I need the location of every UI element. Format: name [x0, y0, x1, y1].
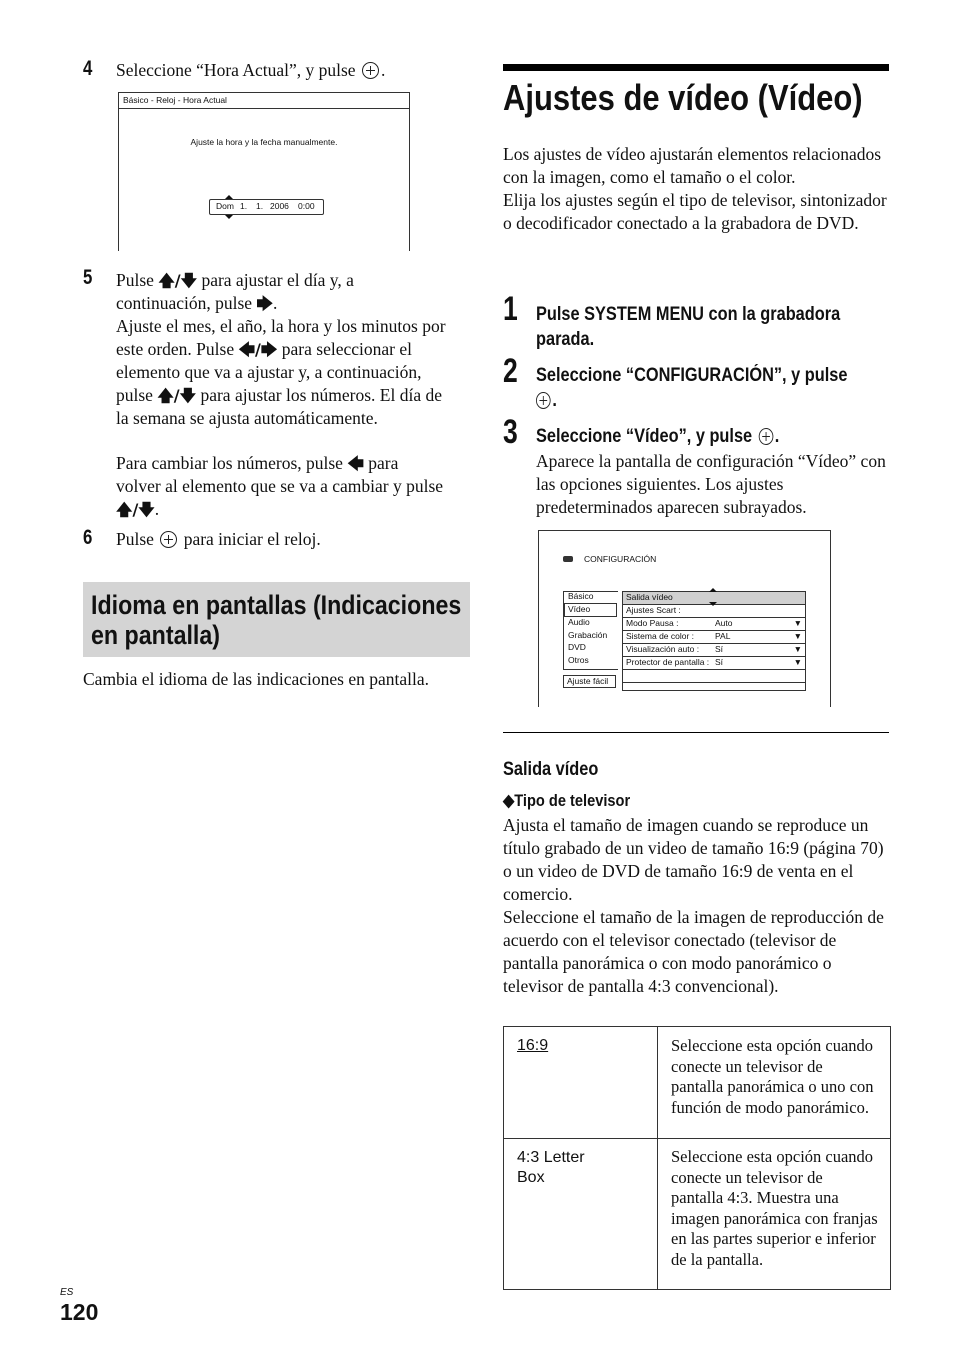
menu-item[interactable]: Audio [568, 617, 590, 627]
text: Pulse [116, 270, 154, 290]
table-cell-option [504, 1139, 658, 1290]
panel-header: Salida vídeo [623, 592, 805, 605]
step-number: 1 [503, 290, 518, 328]
paragraph: Ajusta el tamaño de imagen cuando se reproduce un título grabado de un video de tamaño 16:9 (página 70) o un video de DVD de tamaño 16:9 de venta en el comercio. [503, 815, 884, 904]
setting-value: Auto [715, 618, 733, 628]
date-time: 0:00 [298, 201, 315, 211]
menu-item[interactable]: Grabación [568, 629, 608, 640]
config-panel [622, 591, 806, 691]
setting-row[interactable] [623, 631, 805, 644]
left-arrow-icon: 🡄 [347, 454, 364, 473]
setting-value: Sí [715, 644, 724, 654]
right-arrow-icon: 🡆 [256, 294, 273, 313]
day-value: Dom [216, 201, 234, 211]
setting-value: Sí [715, 657, 724, 667]
option-heading-text: Tipo de televisor [514, 791, 631, 810]
step-number: 2 [503, 352, 518, 390]
option-heading [503, 791, 630, 811]
heading-line: en pantalla) [91, 620, 221, 650]
options-table [503, 1026, 891, 1290]
date-field[interactable] [209, 199, 324, 215]
setting-row[interactable]: Ajustes Scart : [623, 605, 805, 618]
easy-setup-button[interactable]: Ajuste fácil [563, 675, 616, 688]
text: para iniciar el reloj. [183, 529, 321, 549]
up-down-arrows-icon: 🡅/🡇 [157, 386, 197, 405]
down-arrow-icon [709, 602, 717, 606]
page-number: 120 [60, 1299, 99, 1325]
date-day: 1. [240, 201, 248, 211]
down-arrow-icon [225, 215, 233, 219]
table-cell-desc: Seleccione esta opción cuando conecte un televisor de pantalla 4:3. Muestra una imagen panorámica con franjas en las partes superior e inferior de la pantalla. [658, 1139, 891, 1290]
text: Ajuste el mes, el año, la hora y los minutos por [116, 316, 446, 336]
setting-label: Visualización auto : [626, 644, 700, 654]
intro [503, 143, 889, 235]
enter-button-icon [536, 392, 551, 409]
step-5-text: Pulse 🡅/🡇 para ajustar el día y, a continuación, pulse 🡆. Ajuste el mes, el año, la hora y los minutos por este orden. Pulse 🡄/🡆 para seleccionar el elemento que va a ajustar y, a continuación, pulse 🡅/🡇 para ajustar los números. El día de la semana se ajusta automáticamente. Para cambiar los números, pulse 🡄 para volver al elemento que se va a cambiar y pulse 🡅/🡇. [116, 269, 476, 521]
setting-row[interactable] [623, 644, 805, 657]
option-body [503, 814, 891, 998]
step-3-text: Seleccione “Vídeo”, y pulse . [536, 426, 780, 447]
setting-label: Protector de pantalla : [626, 657, 710, 667]
table-cell-option [504, 1027, 658, 1139]
step-2-text: Seleccione “CONFIGURACIÓN”, y pulse . [536, 363, 880, 413]
table-row [504, 1139, 891, 1290]
text: la semana se ajusta automáticamente. [116, 408, 378, 428]
option-value: 4:3 Letter Box [517, 1149, 585, 1186]
step-number: 4 [83, 57, 93, 80]
date-month: 1. [256, 201, 264, 211]
paragraph: Elija los ajustes según el tipo de televisor, sintonizador o decodificador conectado a la grabadora de DVD. [503, 190, 887, 233]
heading-line: Idioma en pantallas (Indicaciones [91, 590, 462, 620]
down-arrow-icon: ▼ [793, 644, 802, 654]
step-label: Seleccione “Vídeo”, y pulse [536, 426, 753, 447]
clock-screen [118, 92, 410, 251]
section-heading-box [83, 582, 470, 657]
table-row [504, 1027, 891, 1139]
left-right-arrows-icon: 🡄/🡆 [238, 340, 278, 359]
enter-button-icon [362, 62, 379, 79]
up-arrow-icon [225, 195, 233, 199]
step-label: Seleccione “CONFIGURACIÓN”, y pulse [536, 365, 848, 386]
up-down-arrows-icon: 🡅/🡇 [116, 500, 155, 519]
text: continuación, pulse [116, 293, 253, 313]
step-3-body: Aparece la pantalla de configuración “Vídeo” con las opciones siguientes. Los ajustes predeterminados aparecen subrayados. [536, 451, 886, 517]
screen-header: Básico - Reloj - Hora Actual [123, 95, 227, 105]
text: para ajustar los números. El día de [200, 385, 442, 405]
toolbox-icon [563, 556, 573, 562]
divider [503, 732, 889, 733]
text: este orden. Pulse [116, 339, 235, 359]
up-down-arrows-icon: 🡅/🡇 [158, 271, 198, 290]
setting-label: Modo Pausa : [626, 618, 679, 628]
text: pulse [116, 385, 153, 405]
enter-button-icon [758, 428, 773, 445]
text: elemento que va a ajustar y, a continuación, [116, 362, 422, 382]
menu-frame [563, 591, 618, 670]
section-body: Cambia el idioma de las indicaciones en pantalla. [83, 669, 429, 689]
table-cell-desc: Seleccione esta opción cuando conecte un televisor de pantalla panorámica o uno con función de modo panorámico. [658, 1027, 891, 1139]
step-4-label: Seleccione “Hora Actual”, y pulse [116, 60, 356, 80]
text: para seleccionar el [281, 339, 412, 359]
down-arrow-icon: ▼ [793, 618, 802, 628]
paragraph: Seleccione el tamaño de la imagen de reproducción de acuerdo con el televisor conectado (televisor de pantalla panorámica o con modo panorámico o televisor de pantalla 4:3 convencional). [503, 907, 884, 996]
page-title: Ajustes de vídeo (Vídeo) [503, 77, 863, 118]
step-number: 5 [83, 266, 93, 289]
up-arrow-icon [709, 588, 717, 592]
text: volver al elemento que se va a cambiar y pulse [116, 476, 444, 496]
enter-button-icon [160, 531, 177, 548]
menu-item[interactable]: DVD [568, 642, 586, 652]
step-1-text: Pulse SYSTEM MENU con la grabadora parada. [536, 304, 841, 350]
diamond-icon: ◆ [503, 791, 515, 810]
down-arrow-icon: ▼ [793, 657, 802, 667]
config-screen [538, 530, 831, 707]
config-title: CONFIGURACIÓN [584, 554, 657, 564]
language-code: ES [60, 1287, 74, 1298]
setting-label: Sistema de color : [626, 631, 695, 641]
paragraph: Los ajustes de vídeo ajustarán elementos relacionados con la imagen, como el tamaño o el color. [503, 144, 882, 187]
text: Pulse [116, 529, 154, 549]
punctuation: . [380, 60, 386, 80]
screen-message: Ajuste la hora y la fecha manualmente. [190, 137, 338, 147]
option-value: 16:9 [517, 1037, 549, 1054]
section-heading [91, 590, 469, 650]
empty-row [623, 670, 805, 683]
text: Para cambiar los números, pulse [116, 453, 343, 473]
text: para [368, 453, 399, 473]
menu-item-selected[interactable]: Vídeo [564, 603, 617, 617]
setting-value: PAL [715, 631, 731, 641]
step-number: 6 [83, 526, 93, 549]
step-6-text [116, 528, 476, 551]
sub-heading: Salida vídeo [503, 759, 599, 780]
setting-row[interactable] [623, 657, 805, 670]
setting-row[interactable] [623, 618, 805, 631]
text: para ajustar el día y, a [201, 270, 354, 290]
step-4-text [116, 59, 456, 82]
title-rule [503, 64, 889, 71]
date-year: 2006 [270, 201, 289, 211]
down-arrow-icon: ▼ [793, 631, 802, 641]
step-number: 3 [503, 413, 518, 451]
menu-item[interactable]: Otros [568, 654, 589, 665]
menu-item[interactable]: Básico [568, 591, 594, 601]
